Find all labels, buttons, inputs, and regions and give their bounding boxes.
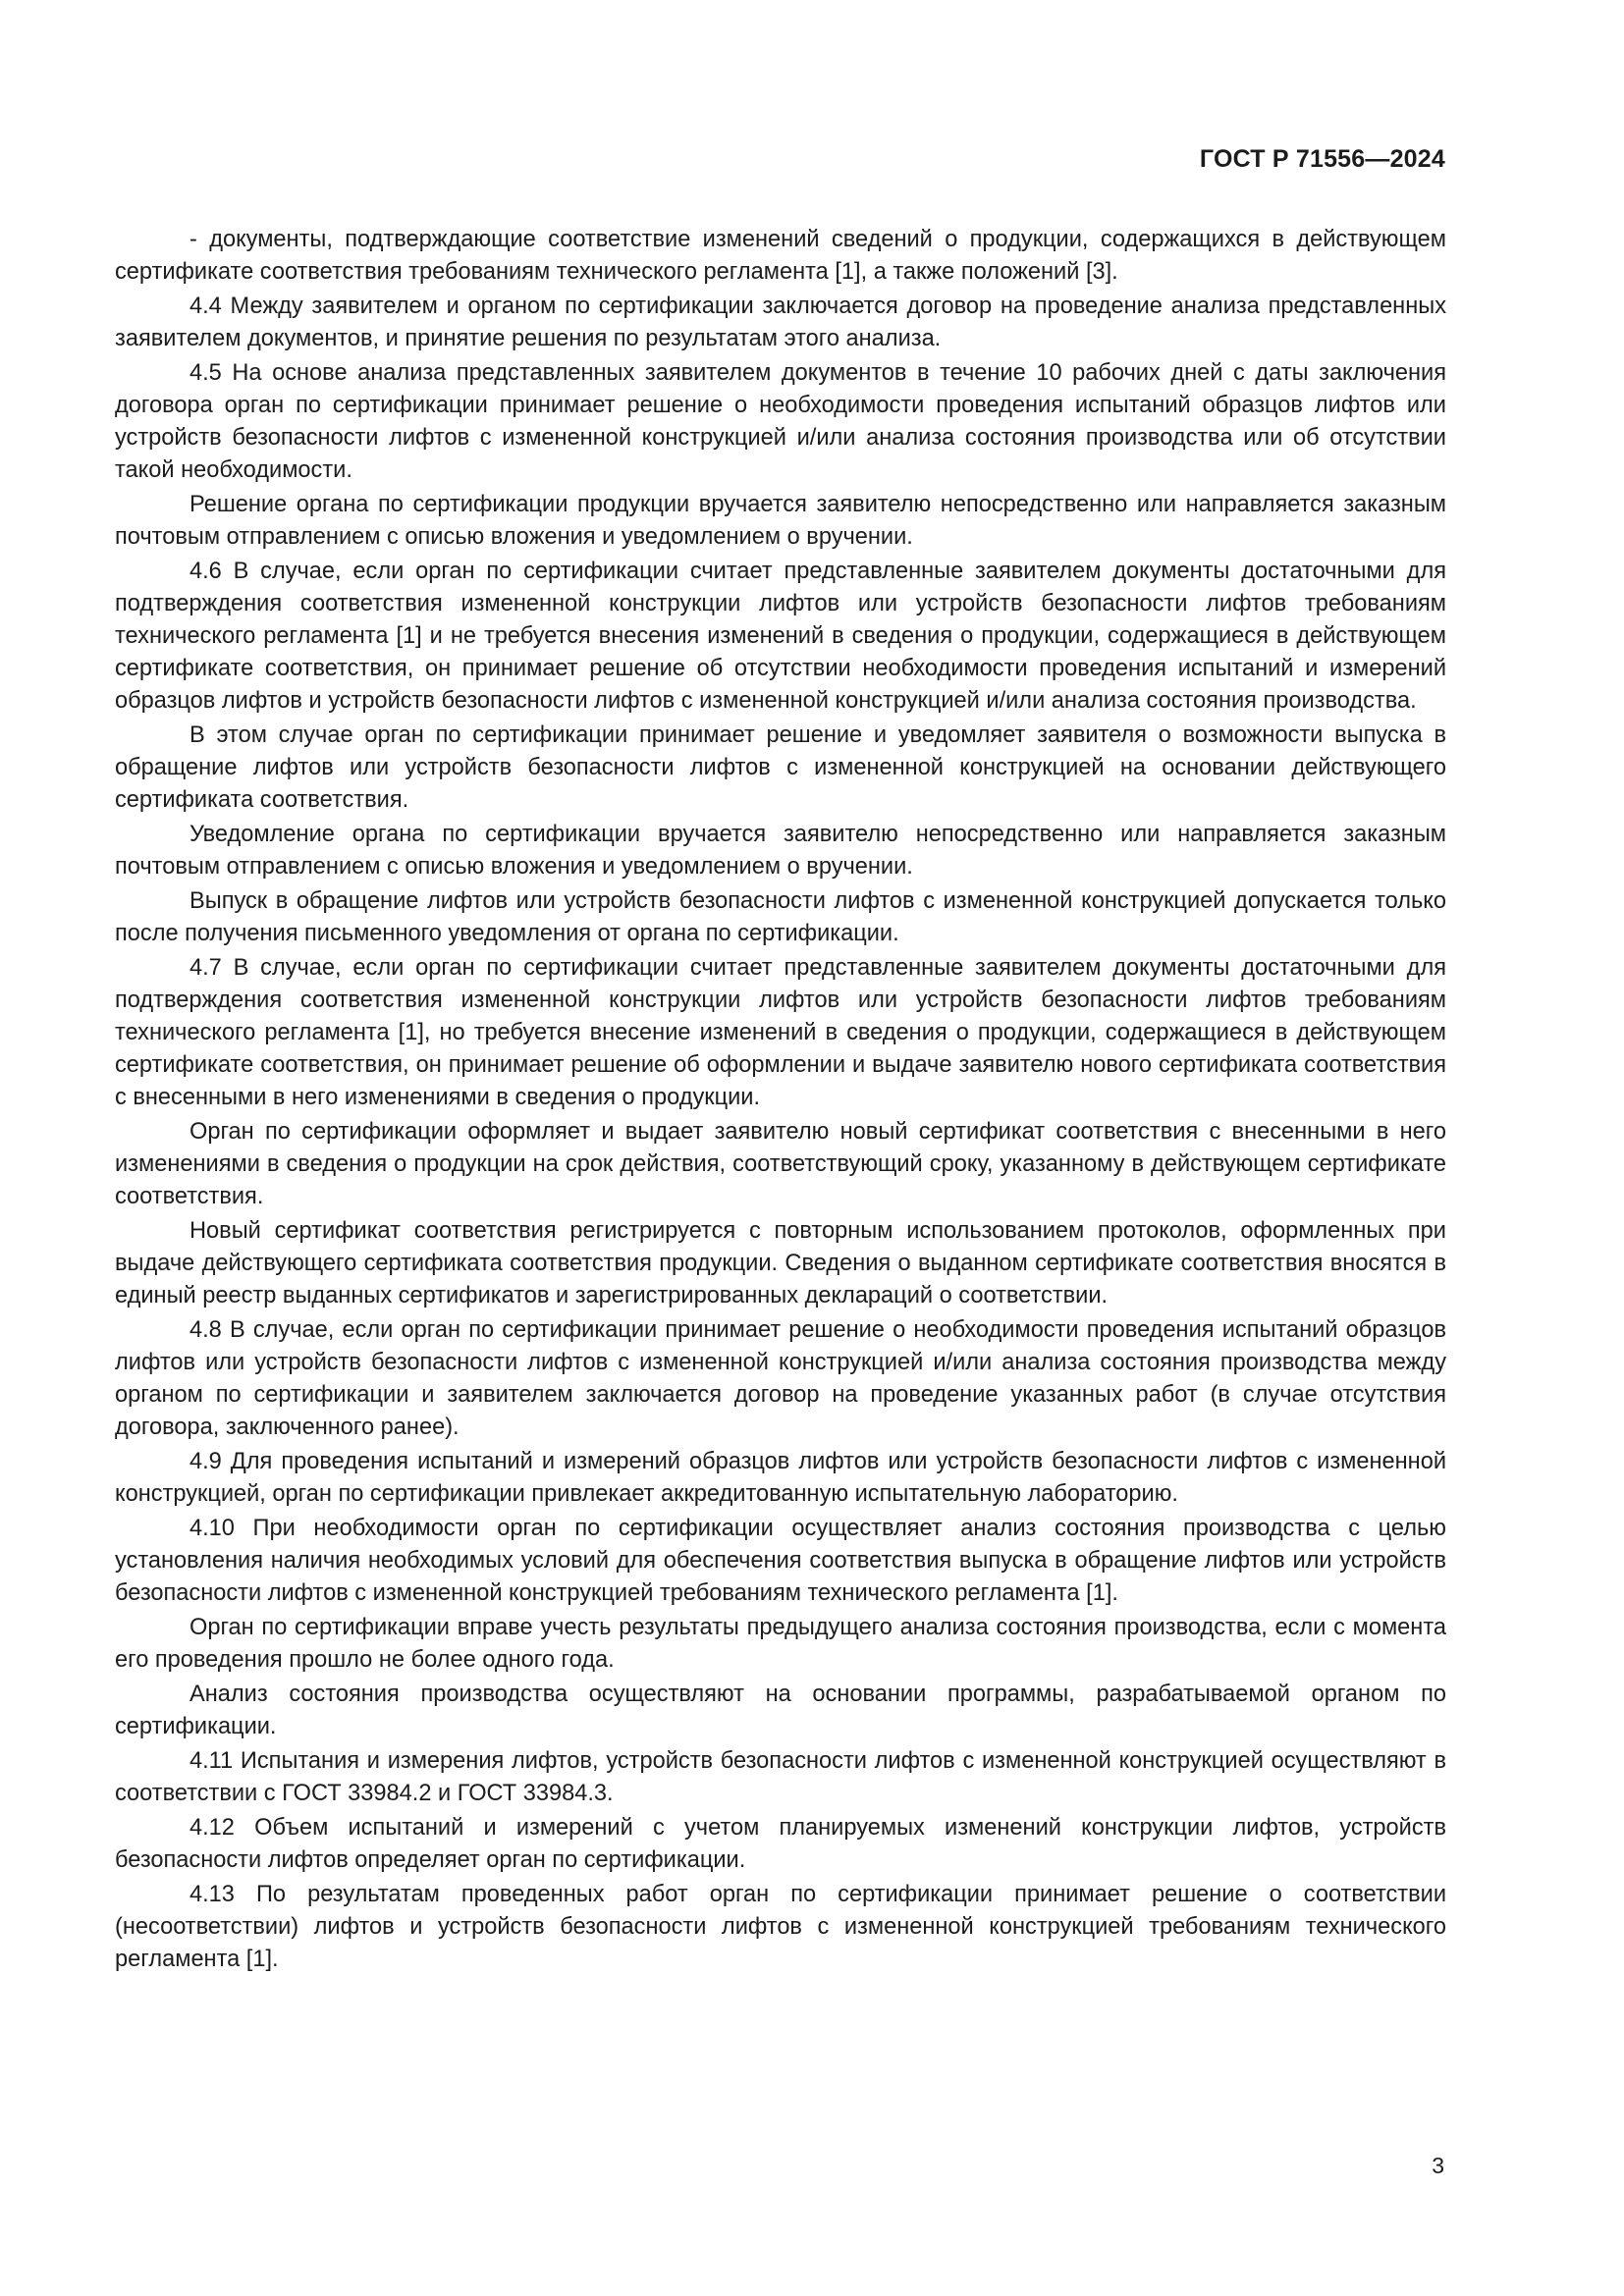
paragraph: 4.4 Между заявителем и органом по сертификации заключается договор на проведение анализа представленных заявителем документов, и принятие решения по результатам этого анализа. [115, 294, 1446, 351]
paragraph: 4.7 В случае, если орган по сертификации считает представленные заявителем документы достаточными для подтверждения соответствия измененной конструкции лифтов или устройств безопасности лифтов требованиям технического регламента [1], но требуется внесение изменений в сведения о продукции, содержащиеся в действующем сертификате соответствия, он принимает решение об оформлении и выдаче заявителю нового сертификата соответствия с внесенными в него изменениями в сведения о продукции. [115, 955, 1446, 1110]
paragraph: 4.11 Испытания и измерения лифтов, устройств безопасности лифтов с измененной конструкцией осуществляют в соответствии с ГОСТ 33984.2 и ГОСТ 33984.3. [115, 1748, 1446, 1806]
paragraph: Уведомление органа по сертификации вручается заявителю непосредственно или направляется заказным почтовым отправлением с описью вложения и уведомлением о вручении. [115, 822, 1446, 880]
paragraph: Решение органа по сертификации продукции вручается заявителю непосредственно или направляется заказным почтовым отправлением с описью вложения и уведомлением о вручении. [115, 492, 1446, 550]
paragraph: - документы, подтверждающие соответствие изменений сведений о продукции, содержащихся в действующем сертификате соответствия требованиям технического регламента [1], а также положений [3]. [115, 227, 1446, 285]
paragraph: Анализ состояния производства осуществляют на основании программы, разрабатываемой органом по сертификации. [115, 1682, 1446, 1739]
paragraph: В этом случае орган по сертификации принимает решение и уведомляет заявителя о возможности выпуска в обращение лифтов или устройств безопасности лифтов с измененной конструкцией на основании действующего сертификата соответствия. [115, 722, 1446, 813]
paragraph: 4.6 В случае, если орган по сертификации считает представленные заявителем документы достаточными для подтверждения соответствия измененной конструкции лифтов или устройств безопасности лифтов требованиям технического регламента [1] и не требуется внесения изменений в сведения о продукции, содержащиеся в действующем сертификате соответствия, он принимает решение об отсутствии необходимости проведения испытаний и измерений образцов лифтов и устройств безопасности лифтов с измененной конструкцией и/или анализа состояния производства. [115, 559, 1446, 714]
page-number: 3 [1432, 2153, 1444, 2178]
paragraph: 4.9 Для проведения испытаний и измерений образцов лифтов или устройств безопасности лифтов с измененной конструкцией, орган по сертификации привлекает аккредитованную испытательную лабораторию. [115, 1449, 1446, 1507]
paragraph: Орган по сертификации вправе учесть результаты предыдущего анализа состояния производства, если с момента его проведения прошло не более одного года. [115, 1615, 1446, 1673]
paragraph: Выпуск в обращение лифтов или устройств безопасности лифтов с измененной конструкцией допускается только после получения письменного уведомления от органа по сертификации. [115, 888, 1446, 946]
paragraph: 4.8 В случае, если орган по сертификации принимает решение о необходимости проведения испытаний образцов лифтов или устройств безопасности лифтов с измененной конструкцией и/или анализа состояния производства между органом по сертификации и заявителем заключается договор на проведение указанных работ (в случае отсутствия договора, заключенного ранее). [115, 1317, 1446, 1440]
document-body [115, 224, 1446, 1978]
paragraph: 4.12 Объем испытаний и измерений с учетом планируемых изменений конструкции лифтов, устройств безопасности лифтов определяет орган по сертификации. [115, 1815, 1446, 1873]
paragraph: 4.13 По результатам проведенных работ орган по сертификации принимает решение о соответствии (несоответствии) лифтов и устройств безопасности лифтов с измененной конструкцией требованиям технического регламента [1]. [115, 1882, 1446, 1972]
paragraph: Орган по сертификации оформляет и выдает заявителю новый сертификат соответствия с внесенными в него изменениями в сведения о продукции на срок действия, соответствующий сроку, указанному в действующем сертификате соответствия. [115, 1119, 1446, 1209]
paragraph: Новый сертификат соответствия регистрируется с повторным использованием протоколов, оформленных при выдаче действующего сертификата соответствия продукции. Сведения о выданном сертификате соответствия вносятся в единый реестр выданных сертификатов и зарегистрированных деклараций о соответствии. [115, 1218, 1446, 1308]
paragraph: 4.10 При необходимости орган по сертификации осуществляет анализ состояния производства с целью установления наличия необходимых условий для обеспечения соответствия выпуска в обращение лифтов или устройств безопасности лифтов с измененной конструкцией требованиям технического регламента [1]. [115, 1516, 1446, 1606]
paragraph: 4.5 На основе анализа представленных заявителем документов в течение 10 рабочих дней с даты заключения договора орган по сертификации принимает решение о необходимости проведения испытаний образцов лифтов или устройств безопасности лифтов с измененной конструкцией и/или анализа состояния производства или об отсутствии такой необходимости. [115, 360, 1446, 483]
document-code-header: ГОСТ Р 71556—2024 [1199, 145, 1445, 173]
